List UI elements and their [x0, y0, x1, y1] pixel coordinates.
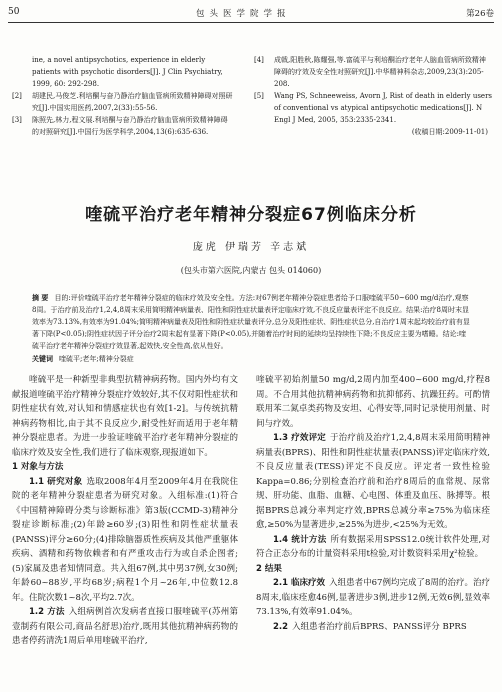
body-column-left — [12, 373, 238, 649]
volume-label: 第26卷 — [466, 9, 494, 19]
keywords — [32, 353, 472, 365]
subsection-paragraph — [256, 533, 490, 562]
abstract-label: 摘 要 — [32, 294, 49, 302]
body-paragraph: 喹硫平是一种新型非典型抗精神病药物。国内外均有文献报道喹硫平治疗精神分裂症疗效较好,其不仅对阳性症状和阴性症状有效,对认知和情感症状也有效[1-2]。与传统抗精神病药物相比,由于其不良反应少,耐受性好而适用于老年精神分裂症患者。为进一步验证喹硫平治疗老年精神分裂症的临床疗效及安全性,我们进行了临床观察,现报道如下。 — [12, 375, 238, 458]
subsection-paragraph — [256, 431, 490, 533]
article-authors: 庞虎 伊瑞芳 辛志斌 — [192, 242, 310, 253]
subsection-paragraph — [12, 605, 238, 649]
received-date: (收稿日期:2009-11-01) — [411, 128, 488, 136]
prev-references-right — [254, 54, 492, 138]
article-title: 喹硫平治疗老年精神分裂症67例临床分析 — [85, 205, 417, 225]
subsection-paragraph — [12, 475, 238, 606]
section-heading: 2 结果 — [256, 563, 282, 574]
page-header — [0, 0, 502, 26]
article-affiliation: (包头市第六医院,内蒙古 包头 014060) — [180, 266, 322, 275]
subsection-heading: 1.4 统计方法 — [273, 534, 327, 545]
paragraph-text: 于治疗前及治疗1,2,4,8周末采用简明精神病量表(BPRS)、阳性和阴性症状量表(PANSS)评定临床疗效,不良反应量表(TESS)评定不良反应。评定者一致性检验Kappa=0.86;分别检查治疗前和治疗8周后的血常规、尿常规、肝功能、血脂、血糖、心电图、体重及血压、脉搏等。根据BPRS总减分率判定疗效,BPRS总减分率≥75%为临床痊愈,≥50%为显著进步,≥25%为进步,<25%为无效。 — [256, 433, 490, 530]
subsection-heading: 1.1 研究对象 — [29, 476, 83, 487]
reference-item: [2] 胡建民,马俊芝.利培酮与奋乃静治疗脑血管病所致精神障碍对照研究[J].中国实用医药,2007,2(33):55-56. — [12, 92, 233, 112]
subsection-heading: 2.1 临床疗效 — [273, 578, 326, 588]
section-heading: 1 对象与方法 — [12, 462, 64, 472]
subsection-heading: 2.2 — [273, 621, 289, 632]
keywords-text: 喹硫平;老年;精神分裂症 — [59, 355, 134, 363]
reference-item: [5] Wang PS, Schneeweiss, Avorn J, Rist of death in elderly users of conventional vs atypical antipsychotic medications[J]. N Engl J Med, 2005, 353:2335-2341. — [254, 92, 493, 124]
prev-references-left — [12, 54, 234, 138]
reference-item: [4] 成戟,阳胜秋,陈耀强,等.富硫平与利培酮治疗老年人脑血管病所致精神障碍的疗效及安全性对照研究[J].中华精神科杂志,2009,23(3):205-208. — [254, 56, 486, 88]
paragraph-text: 所有数据采用SPSS12.0统计软件处理,对符合正态分布的计量资料采用t检验,对计数资料采用χ²检验。 — [256, 534, 490, 559]
reference-item: [3] 陈照先,林力,程文展.利培酮与奋乃静治疗脑血管病所致精神障碍的对照研究[J].中国行为医学科学,2004,13(6):635-636. — [12, 116, 228, 136]
subsection-paragraph — [256, 620, 490, 635]
header-rule — [8, 22, 494, 23]
paragraph-text: 选取2008年4月至2009年4月在我院住院的老年精神分裂症患者为研究对象。入组标准:(1)符合《中国精神障碍分类与诊断标准》第3版(CCMD-3)精神分裂症诊断标准;(2)年龄≥60岁;(3)阳性和阴性症状量表(PANSS)评分≥60分;(4)排除脑器质性疾病及其他严重躯体疾病、酒精和药物依赖者和有严重攻击行为或自杀企图者;(5)家属及患者知情同意。共入组67例,其中男37例,女30例;年龄60~88岁,平均68岁;病程1个月~26年,中位数12.8年。住院次数1~8次,平均2.7次。 — [12, 476, 238, 603]
page-number: 50 — [8, 7, 20, 17]
reference-item: ine, a novel antipsychotics, experience in elderly patients with psychotic disorders[J]. J Clin Psychiatry, 1999, 60: 292-298. — [32, 56, 223, 88]
abstract-text: 目的:评价喹硫平治疗老年精神分裂症的临床疗效及安全性。方法:对67例老年精神分裂症患者给予口服喹硫平50~600 mg/d治疗,观察8周。于治疗前及治疗1,2,4,8周末采用简明精神病量表、阳性和阴性症状量表评定临床疗效,不良反应量表评定不良反应。结果:治疗8周时末显效率为73.13%,有效率为91.04%;简明精神病量表及阳性和阴性症状量表评分,总分及阳性症状、阴性症状总分,自治疗1周末起均较治疗前有显著下降(P<0.05);阴性症状因子评分治疗2周末起有显著下降(P<0.05),并随着治疗时间的延续均呈持续性下降;不良反应主要为嗜睡。结论:喹硫平治疗老年精神分裂症疗效显著,起效快,安全性高,依从性好。 — [32, 294, 470, 350]
subsection-paragraph — [256, 576, 490, 620]
paragraph-text: 入组患者治疗前后BPRS、PANSS评分 BPRS — [292, 621, 467, 632]
body-column-right — [256, 373, 490, 634]
paragraph-text: 入组患者中67例均完成了8周的治疗。治疗8周末,临床痊愈46例,显著进步3例,进步12例,无效6例,显效率73.13%,有效率91.04%。 — [256, 578, 490, 617]
subsection-heading: 1.2 方法 — [29, 607, 65, 617]
abstract — [32, 292, 472, 352]
subsection-heading: 1.3 疗效评定 — [273, 433, 326, 443]
body-paragraph: 喹硫平初始剂量50 mg/d,2周内加至400~600 mg/d,疗程8周。不合用其他抗精神病药物和抗抑郁药、抗躁狂药。可酌情联用苯二氮卓类药物及安坦、心得安等,同时记录使用剂量、时间与疗效。 — [256, 375, 490, 429]
paragraph-text: 入组病例首次发病者直接口服喹硫平(苏州第壹制药有限公司,商品名舒思)治疗,既用其他抗精神病药物的患者停药清洗1周后单用喹硫平治疗, — [12, 607, 238, 646]
keywords-label: 关键词 — [32, 355, 53, 363]
journal-name: 包头医学院学报 — [196, 9, 291, 19]
